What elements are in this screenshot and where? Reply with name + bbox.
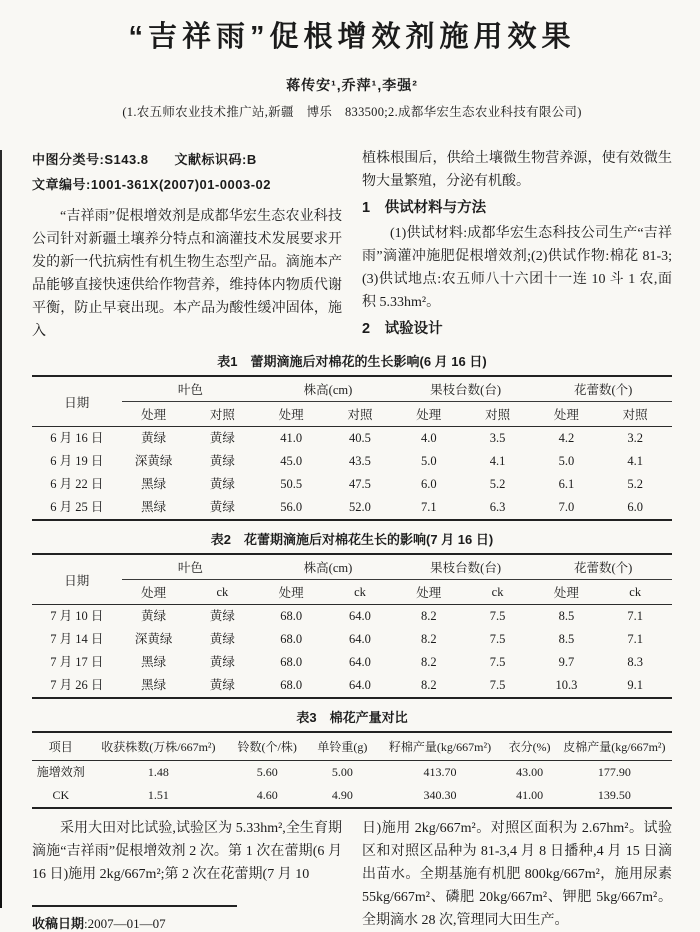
table-cell: 8.2 [420, 609, 437, 623]
table-cell: CK [52, 788, 70, 802]
table1-sub-header: 处理 [122, 402, 186, 427]
table-cell: 7.5 [489, 609, 506, 623]
article-title: “吉祥雨”促根增效剂施用效果 [128, 21, 576, 53]
table-cell: 黄绿 [209, 454, 235, 468]
table-cell: 41.0 [280, 431, 303, 445]
section-1-heading: 1 供试材料与方法 [362, 200, 487, 216]
footnote-block [32, 905, 342, 932]
table-cell: 黄绿 [209, 609, 235, 623]
table2-group-height: 株高(cm) [259, 554, 397, 580]
table-row [32, 674, 672, 698]
table1-sub-header: 对照 [186, 402, 260, 427]
table-cell: 6.3 [489, 500, 506, 514]
table-row [32, 427, 672, 451]
table-cell: 7.1 [627, 632, 643, 646]
table1-group-branches: 果枝台数(台) [397, 376, 535, 402]
table-cell: 9.1 [627, 678, 643, 692]
table-cell: 黄绿 [209, 431, 235, 445]
table1-sub-header: 处理 [397, 402, 461, 427]
table3-col-header: 收获株数(万株/667m²) [90, 732, 228, 761]
table-cell: 6 月 22 日 [50, 477, 104, 491]
table-row [32, 450, 672, 473]
table1-header [32, 376, 672, 427]
table-cell: 3.5 [489, 431, 506, 445]
table3-body [32, 761, 672, 809]
received-date-value: :2007—01—07 [84, 916, 166, 931]
table2-sub-header: 处理 [259, 580, 323, 605]
table2-sub-header: ck [461, 580, 535, 605]
affiliation-line: (1.农五师农业技术推广站,新疆 博乐 833500;2.成都华宏生态农业科技有限公司) [122, 105, 582, 119]
table-cell: 64.0 [349, 632, 371, 646]
table-cell: 6 月 19 日 [50, 454, 104, 468]
meta-block [32, 147, 342, 197]
table-cell: 68.0 [280, 655, 303, 669]
table-cell: 8.2 [420, 655, 437, 669]
discussion-paragraph-right: 日)施用 2kg/667m²。对照区面积为 2.67hm²。试验区和对照区品种为 81-3,4 月 8 日播种,4 月 15 日滴出苗水。全期基施有机肥 800kg/667m²，施用尿素 55kg/667m²、磷肥 20kg/667m²、钾肥 5kg/667m²。全期滴水 28 次,管理同大田生产。 [362, 821, 672, 928]
table-cell: 40.5 [349, 431, 371, 445]
section-2-heading: 2 试验设计 [362, 321, 443, 337]
table-cell: 1.48 [147, 765, 169, 779]
table-cell: 7.1 [627, 609, 643, 623]
table-cell: 4.90 [331, 788, 353, 802]
table-row [32, 473, 672, 496]
table-cell: 6 月 25 日 [50, 500, 104, 514]
table2-sub-header: 处理 [534, 580, 598, 605]
table-cell: 50.5 [280, 477, 303, 491]
table1-caption: 表1 蕾期滴施后对棉花的生长影响(6 月 16 日) [217, 354, 487, 369]
table2-sub-header: ck [186, 580, 260, 605]
table-cell: 340.30 [423, 788, 457, 802]
table3-header [32, 732, 672, 761]
table-cell: 5.2 [627, 477, 643, 491]
table2-group-buds: 花蕾数(个) [534, 554, 672, 580]
table-cell: 4.60 [256, 788, 278, 802]
table-cell: 深黄绿 [134, 632, 173, 646]
table-cell: 6.0 [420, 477, 437, 491]
scan-edge-artifact [0, 150, 2, 908]
table-cell: 177.90 [597, 765, 631, 779]
table1-body [32, 427, 672, 521]
table1-sub-header: 处理 [534, 402, 598, 427]
table2-group-leafcolor: 叶色 [122, 554, 260, 580]
table1-growth-bud-stage [32, 375, 672, 521]
table-cell: 8.5 [558, 609, 575, 623]
table1-group-buds: 花蕾数(个) [534, 376, 672, 402]
section-1-text: (1)供试材料:成都华宏生态科技公司生产“吉祥雨”滴灌冲施肥促根增效剂;(2)供试作物:棉花 81-3;(3)供试地点:农五师八十六团十一连 10 斗 1 农,面积 5.33hm²。 [362, 226, 672, 310]
table2-growth-flowerbud-stage [32, 553, 672, 699]
table-cell: 5.00 [331, 765, 353, 779]
table-cell: 139.50 [597, 788, 631, 802]
table-cell: 64.0 [349, 609, 371, 623]
table2-sub-header: 处理 [397, 580, 461, 605]
footnote-rule [32, 905, 237, 907]
table2-group-branches: 果枝台数(台) [397, 554, 535, 580]
table-cell: 黑绿 [141, 477, 167, 491]
table-cell: 8.3 [627, 655, 643, 669]
table-cell: 7 月 26 日 [50, 678, 104, 692]
intro-paragraph-right: 植株根围后，供给土壤微生物营养源，使有效微生物大量繁殖，分泌有机酸。 [362, 151, 672, 189]
table-cell: 7.5 [489, 632, 506, 646]
table-cell: 52.0 [349, 500, 371, 514]
table3-col-header: 籽棉产量(kg/667m²) [378, 732, 503, 761]
table-cell: 黑绿 [141, 655, 167, 669]
discussion-right-column [362, 817, 672, 932]
table-cell: 43.00 [516, 765, 544, 779]
table2-sub-header: ck [323, 580, 397, 605]
table-cell: 8.2 [420, 678, 437, 692]
table-cell: 6.1 [558, 477, 575, 491]
intro-paragraph-left: “吉祥雨”促根增效剂是成都华宏生态农业科技公司针对新疆土壤养分特点和滴灌技术发展要求开发的新一代抗病性有机生物生态型产品。滴施本产品能够直接快速供给作物营养，维持体内物质代谢平衡，防止早衰出现。本产品为酸性缓冲固体，施入 [32, 209, 342, 339]
table-row [32, 761, 672, 785]
table2-header [32, 554, 672, 605]
received-date-label: 收稿日期 [32, 916, 85, 931]
table-cell: 8.5 [558, 632, 575, 646]
table-cell: 黄绿 [209, 477, 235, 491]
table-cell: 4.1 [489, 454, 506, 468]
table-row [32, 651, 672, 674]
table-cell: 6.0 [627, 500, 643, 514]
table1-sub-header: 对照 [323, 402, 397, 427]
table-cell: 45.0 [280, 454, 303, 468]
table-cell: 黄绿 [209, 678, 235, 692]
table-cell: 1.51 [147, 788, 169, 802]
table-cell: 5.0 [420, 454, 437, 468]
table-cell: 黑绿 [141, 500, 167, 514]
table1-date-header: 日期 [32, 376, 122, 427]
table-row [32, 605, 672, 629]
table2-caption: 表2 花蕾期滴施后对棉花生长的影响(7 月 16 日) [210, 532, 494, 547]
table-cell: 深黄绿 [134, 454, 173, 468]
table-cell: 64.0 [349, 678, 371, 692]
table-cell: 黄绿 [209, 655, 235, 669]
table3-col-header: 衣分(%) [502, 732, 556, 761]
table2-date-header: 日期 [32, 554, 122, 605]
table3-col-header: 铃数(个/株) [227, 732, 307, 761]
table-row [32, 784, 672, 808]
table-cell: 7.5 [489, 655, 506, 669]
table-cell: 7.5 [489, 678, 506, 692]
table3-col-header: 项目 [32, 732, 90, 761]
intro-left-column [32, 147, 342, 343]
meta-line-1 [32, 147, 342, 172]
table-cell: 4.0 [420, 431, 437, 445]
table-row [32, 628, 672, 651]
table-cell: 5.0 [558, 454, 575, 468]
table2-body [32, 605, 672, 699]
table2-sub-header: 处理 [122, 580, 186, 605]
table-cell: 68.0 [280, 678, 303, 692]
table1-sub-header: 对照 [598, 402, 672, 427]
table3-caption: 表3 棉花产量对比 [296, 710, 408, 725]
table2-sub-header: ck [598, 580, 672, 605]
received-date-line [32, 915, 342, 932]
table-cell: 47.5 [349, 477, 371, 491]
table1-sub-header: 对照 [461, 402, 535, 427]
table3-yield-comparison [32, 731, 672, 809]
table-cell: 黄绿 [141, 431, 167, 445]
table-row [32, 496, 672, 520]
meta-doc-code: 文献标识码:B [174, 152, 257, 167]
table3-col-header: 单铃重(g) [307, 732, 377, 761]
meta-clc: 中图分类号:S143.8 [32, 152, 149, 167]
table-cell: 4.2 [558, 431, 575, 445]
intro-right-column [362, 147, 672, 343]
table-cell: 41.00 [516, 788, 544, 802]
table-cell: 5.60 [256, 765, 278, 779]
table1-sub-header: 处理 [259, 402, 323, 427]
discussion-columns [32, 817, 672, 932]
table-cell: 68.0 [280, 609, 303, 623]
meta-article-no: 文章编号:1001-361X(2007)01-0003-02 [32, 177, 272, 192]
table-cell: 黄绿 [209, 500, 235, 514]
table-cell: 黄绿 [209, 632, 235, 646]
table-cell: 3.2 [627, 431, 643, 445]
table-cell: 6 月 16 日 [50, 431, 104, 445]
intro-columns [32, 147, 672, 343]
table3-col-header: 皮棉产量(kg/667m²) [557, 732, 672, 761]
table-cell: 5.2 [489, 477, 506, 491]
table-cell: 黄绿 [141, 609, 167, 623]
table-cell: 10.3 [555, 678, 578, 692]
table-cell: 68.0 [280, 632, 303, 646]
table-cell: 7 月 14 日 [50, 632, 104, 646]
discussion-paragraph-left: 采用大田对比试验,试验区为 5.33hm²,全生育期滴施“吉祥雨”促根增效剂 2 次。第 1 次在蕾期(6 月 16 日)施用 2kg/667m²;第 2 次在花蕾期(7 月 10 [32, 821, 342, 882]
table1-group-height: 株高(cm) [259, 376, 397, 402]
table-cell: 黑绿 [141, 678, 167, 692]
table-cell: 413.70 [423, 765, 457, 779]
table-cell: 7 月 10 日 [50, 609, 104, 623]
table-cell: 施增效剂 [36, 765, 85, 779]
table-cell: 56.0 [280, 500, 303, 514]
table1-group-leafcolor: 叶色 [122, 376, 260, 402]
table-cell: 7.0 [558, 500, 575, 514]
table-cell: 4.1 [627, 454, 643, 468]
authors-line: 蒋传安¹,乔萍¹,李强² [286, 77, 418, 93]
discussion-left-column [32, 817, 342, 932]
table-cell: 43.5 [349, 454, 371, 468]
table-cell: 8.2 [420, 632, 437, 646]
table-cell: 7.1 [420, 500, 437, 514]
table-cell: 64.0 [349, 655, 371, 669]
table-cell: 7 月 17 日 [50, 655, 104, 669]
table-cell: 9.7 [558, 655, 575, 669]
